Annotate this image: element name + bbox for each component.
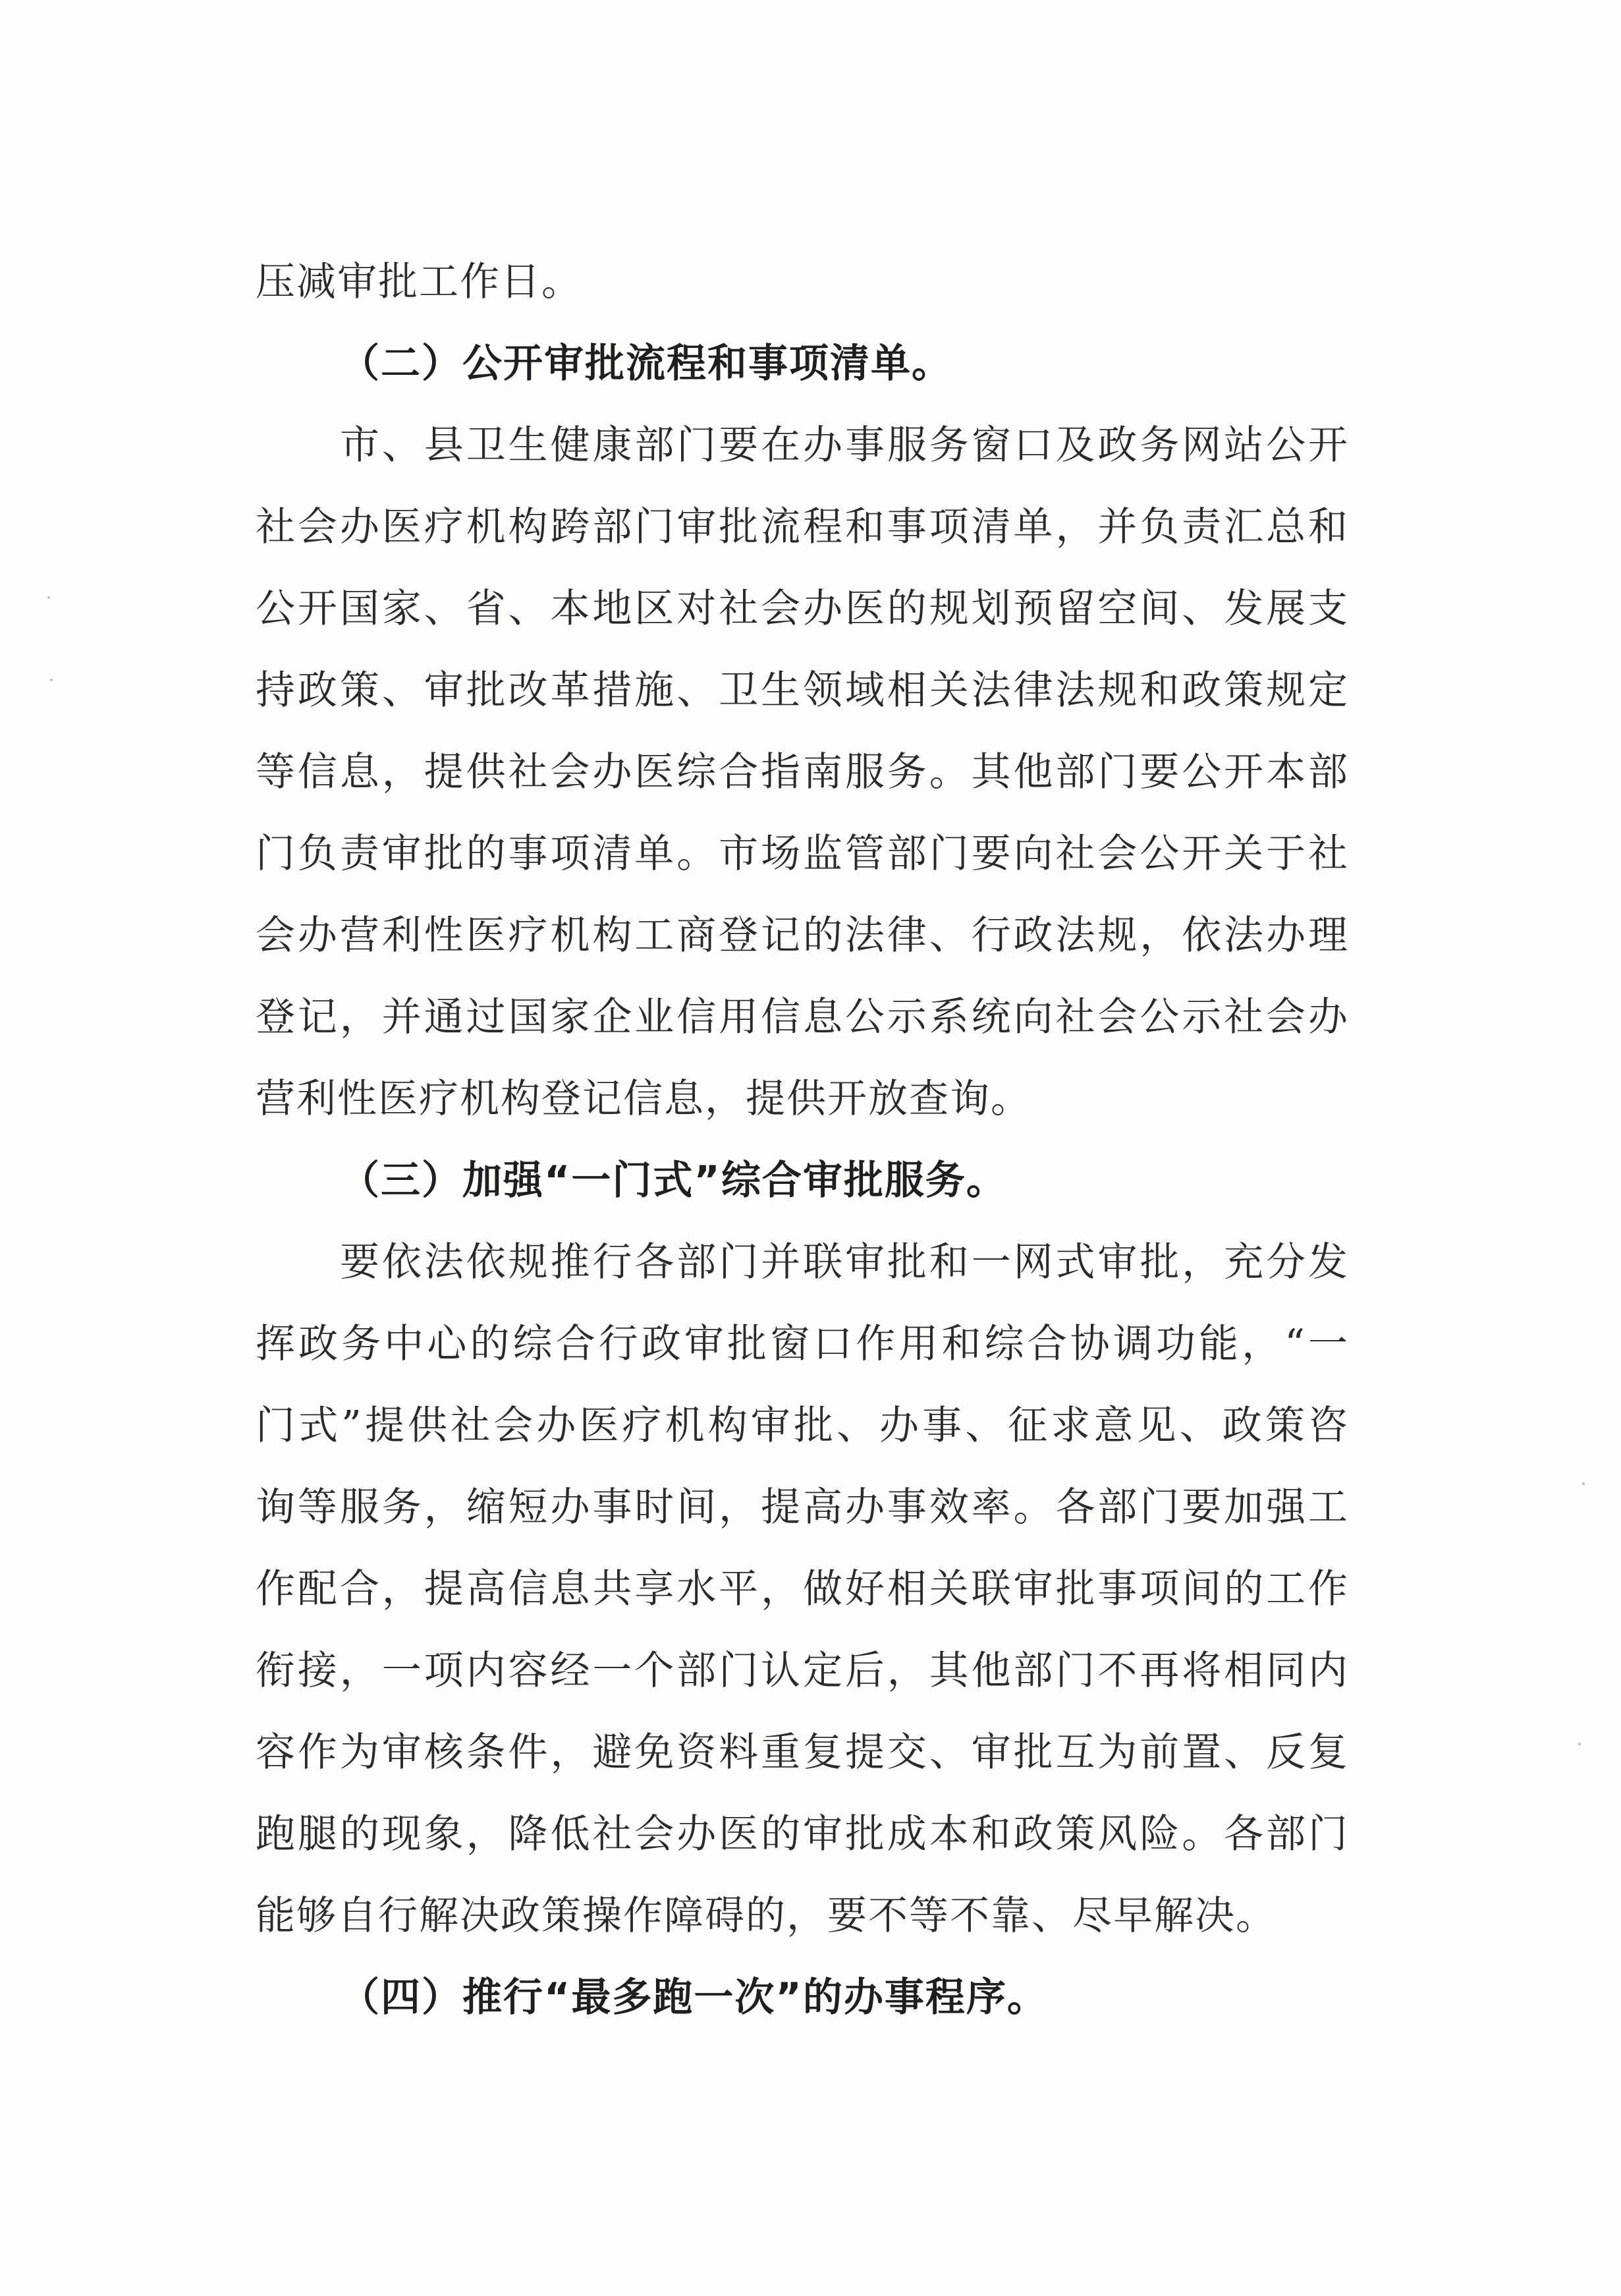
scan-speck bbox=[50, 679, 53, 681]
scan-speck bbox=[47, 596, 50, 599]
paragraph-line: 持政策、审批改革措施、卫生领域相关法律法规和政策规定 bbox=[256, 667, 1349, 714]
paragraph-line: 挥政务中心的综合行政审批窗口作用和综合协调功能，“一 bbox=[256, 1321, 1349, 1367]
paragraph-line: 作配合，提高信息共享水平，做好相关联审批事项间的工作 bbox=[256, 1566, 1349, 1612]
section-heading: （四）推行“最多跑一次”的办事程序。 bbox=[340, 1974, 1048, 2021]
paragraph-line: 跑腿的现象，降低社会办医的审批成本和政策风险。各部门 bbox=[256, 1811, 1349, 1857]
paragraph-line: 营利性医疗机构登记信息，提供开放查询。 bbox=[256, 1076, 1031, 1122]
paragraph-line: 社会办医疗机构跨部门审批流程和事项清单，并负责汇总和 bbox=[256, 504, 1349, 550]
section-heading: （三）加强“一门式”综合审批服务。 bbox=[340, 1158, 1007, 1204]
scan-speck bbox=[1578, 1743, 1581, 1745]
paragraph-line: 压减审批工作日。 bbox=[256, 259, 582, 305]
section-heading: （二）公开审批流程和事项清单。 bbox=[340, 341, 952, 387]
scan-speck bbox=[1582, 1482, 1585, 1485]
paragraph-line: 要依法依规推行各部门并联审批和一网式审批，充分发 bbox=[340, 1239, 1349, 1285]
paragraph-line: 容作为审核条件，避免资料重复提交、审批互为前置、反复 bbox=[256, 1729, 1349, 1776]
paragraph-line: 能够自行解决政策操作障碍的，要不等不靠、尽早解决。 bbox=[256, 1893, 1277, 1939]
paragraph-line: 公开国家、省、本地区对社会办医的规划预留空间、发展支 bbox=[256, 586, 1349, 632]
paragraph-line: 门式”提供社会办医疗机构审批、办事、征求意见、政策咨 bbox=[256, 1403, 1349, 1449]
paragraph-line: 门负责审批的事项清单。市场监管部门要向社会公开关于社 bbox=[256, 831, 1349, 877]
paragraph-line: 衔接，一项内容经一个部门认定后，其他部门不再将相同内 bbox=[256, 1648, 1349, 1694]
paragraph-line: 登记，并通过国家企业信用信息公示系统向社会公示社会办 bbox=[256, 994, 1349, 1040]
paragraph-line: 询等服务，缩短办事时间，提高办事效率。各部门要加强工 bbox=[256, 1484, 1349, 1530]
paragraph-line: 等信息，提供社会办医综合指南服务。其他部门要公开本部 bbox=[256, 749, 1349, 795]
paragraph-line: 会办营利性医疗机构工商登记的法律、行政法规，依法办理 bbox=[256, 912, 1349, 959]
paragraph-line: 市、县卫生健康部门要在办事服务窗口及政务网站公开 bbox=[340, 422, 1349, 468]
